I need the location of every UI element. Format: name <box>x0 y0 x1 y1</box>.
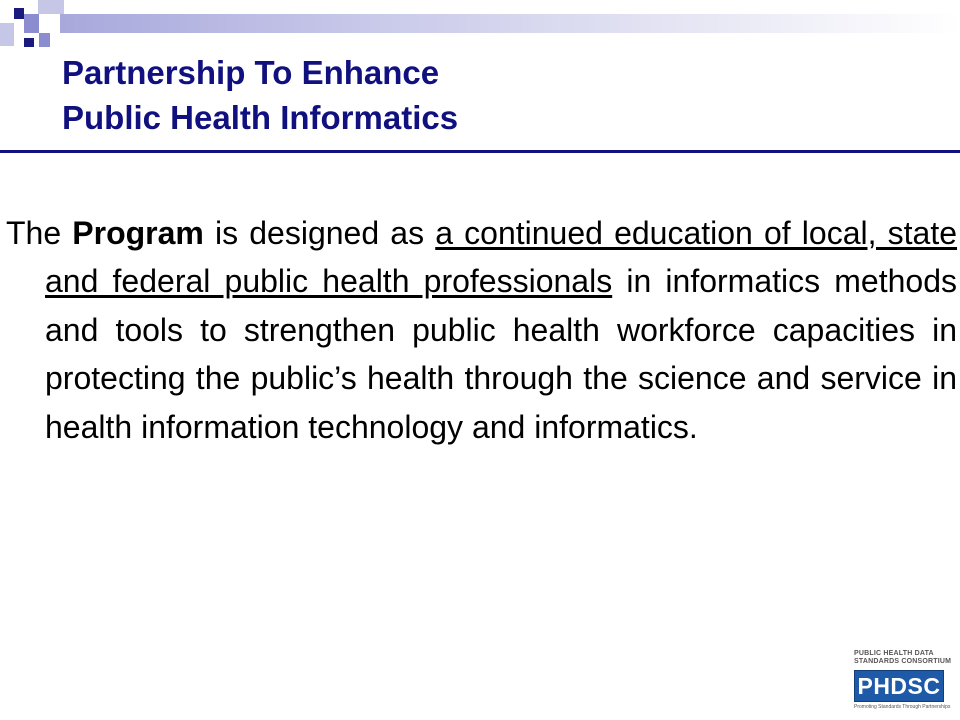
phdsc-logo <box>850 650 950 712</box>
corner-square-light <box>38 0 64 14</box>
logo-org-line-1: PUBLIC HEALTH DATA <box>854 650 934 657</box>
slide-title-line-1: Partnership To Enhance <box>62 54 440 91</box>
body-underlined-phrase: a continued education of local, state and federal public health professionals <box>45 215 958 300</box>
slide-title <box>62 50 458 140</box>
logo-org-name <box>854 650 951 666</box>
corner-square-mid <box>24 14 39 33</box>
logo-tagline: Promoting Standards Through Partnerships <box>854 704 951 710</box>
title-divider <box>0 150 960 153</box>
corner-square-light <box>0 23 14 46</box>
body-bold-program: Program <box>72 215 204 251</box>
body-intro: The <box>6 215 73 251</box>
slide-title-line-2: Public Health Informatics <box>62 99 459 136</box>
header-gradient-bar <box>60 14 960 33</box>
logo-org-line-2: STANDARDS CONSORTIUM <box>854 658 952 665</box>
corner-square-dark <box>24 38 34 47</box>
body-mid: is designed as <box>203 215 436 251</box>
slide-body-paragraph <box>6 209 957 451</box>
corner-square-dark <box>14 8 24 19</box>
logo-acronym-box <box>854 670 944 702</box>
body-rest: in informatics methods and tools to strengthen public health workforce capacities in protecting the public’s health through the science and service in health information technology and informatics. <box>45 263 958 445</box>
logo-acronym: PHDSC <box>857 673 941 699</box>
corner-square-mid <box>39 33 50 47</box>
